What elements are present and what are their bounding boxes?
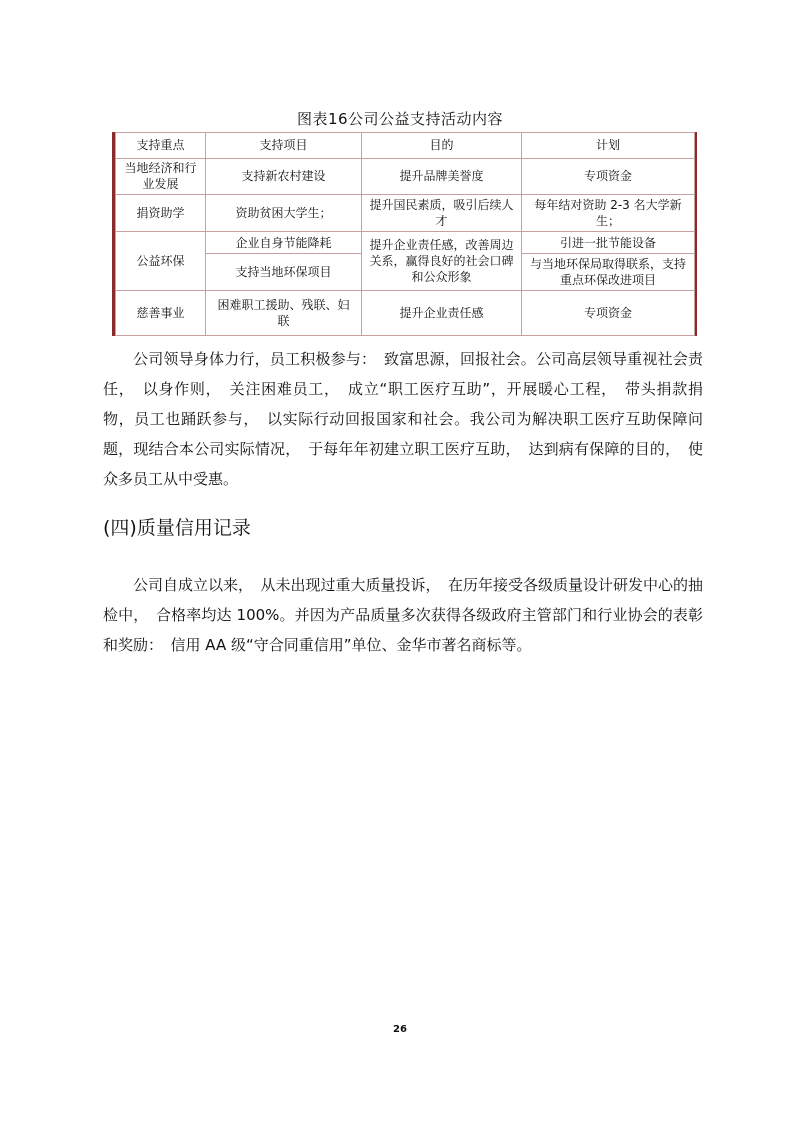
- activity-table-container: [112, 132, 697, 336]
- table-cell: 慈善事业: [116, 291, 206, 336]
- activity-table: [115, 132, 695, 336]
- header-cell: 支持重点: [116, 133, 206, 159]
- table-row: [116, 195, 695, 232]
- table-row: [116, 158, 695, 195]
- table-row: [116, 231, 695, 253]
- header-cell: 支持项目: [206, 133, 362, 159]
- table-cell: 提升国民素质，吸引后续人才: [362, 195, 522, 232]
- table-cell: 资助贫困大学生；: [206, 195, 362, 232]
- table-cell: 专项资金: [522, 158, 695, 195]
- table-cell: 提升企业责任感，改善周边关系，赢得良好的社会口碑和公众形象: [362, 231, 522, 290]
- table-cell: 公益环保: [116, 231, 206, 290]
- table-caption: 图表16公司公益支持活动内容: [296, 110, 504, 128]
- table-cell: 企业自身节能降耗: [206, 231, 362, 253]
- table-cell: 提升企业责任感: [362, 291, 522, 336]
- page-number: 26: [393, 1024, 407, 1035]
- table-cell: 支持新农村建设: [206, 158, 362, 195]
- header-cell: 计划: [522, 133, 695, 159]
- table-cell: 提升品牌美誉度: [362, 158, 522, 195]
- table-cell: 引进一批节能设备: [522, 231, 695, 253]
- table-cell: 与当地环保局取得联系，支持重点环保改进项目: [522, 254, 695, 291]
- body-paragraph: 公司领导身体力行，员工积极参与： 致富思源，回报社会。公司高层领导重视社会责任， 以身作则， 关注困难员工， 成立“职工医疗互助”，开展暖心工程， 带头捐款捐物，员工也踊跃参与， 以实际行动回报国家和社会。我公司为解决职工医疗互助保障问题，现结合本公司实际情况， 于每年年初建立职工医疗互助， 达到病有保障的目的， 使众多员工从中受惠。: [103, 350, 703, 488]
- table-cell: 当地经济和行业发展: [116, 158, 206, 195]
- body-paragraph: 公司自成立以来， 从未出现过重大质量投诉， 在历年接受各级质量设计研发中心的抽检中， 合格率均达 100%。并因为产品质量多次获得各级政府主管部门和行业协会的表彰和奖励： 信用 AA 级“守合同重信用”单位、金华市著名商标等。: [103, 576, 704, 654]
- section-heading: (四)质量信用记录: [103, 517, 251, 539]
- table-cell: 专项资金: [522, 291, 695, 336]
- table-row: [116, 291, 695, 336]
- table-cell: 支持当地环保项目: [206, 254, 362, 291]
- table-cell: 每年结对资助 2-3 名大学新生；: [522, 195, 695, 232]
- table-header-row: [116, 133, 695, 159]
- table-cell: 困难职工援助、残联、妇联: [206, 291, 362, 336]
- table-cell: 捐资助学: [116, 195, 206, 232]
- header-cell: 目的: [362, 133, 522, 159]
